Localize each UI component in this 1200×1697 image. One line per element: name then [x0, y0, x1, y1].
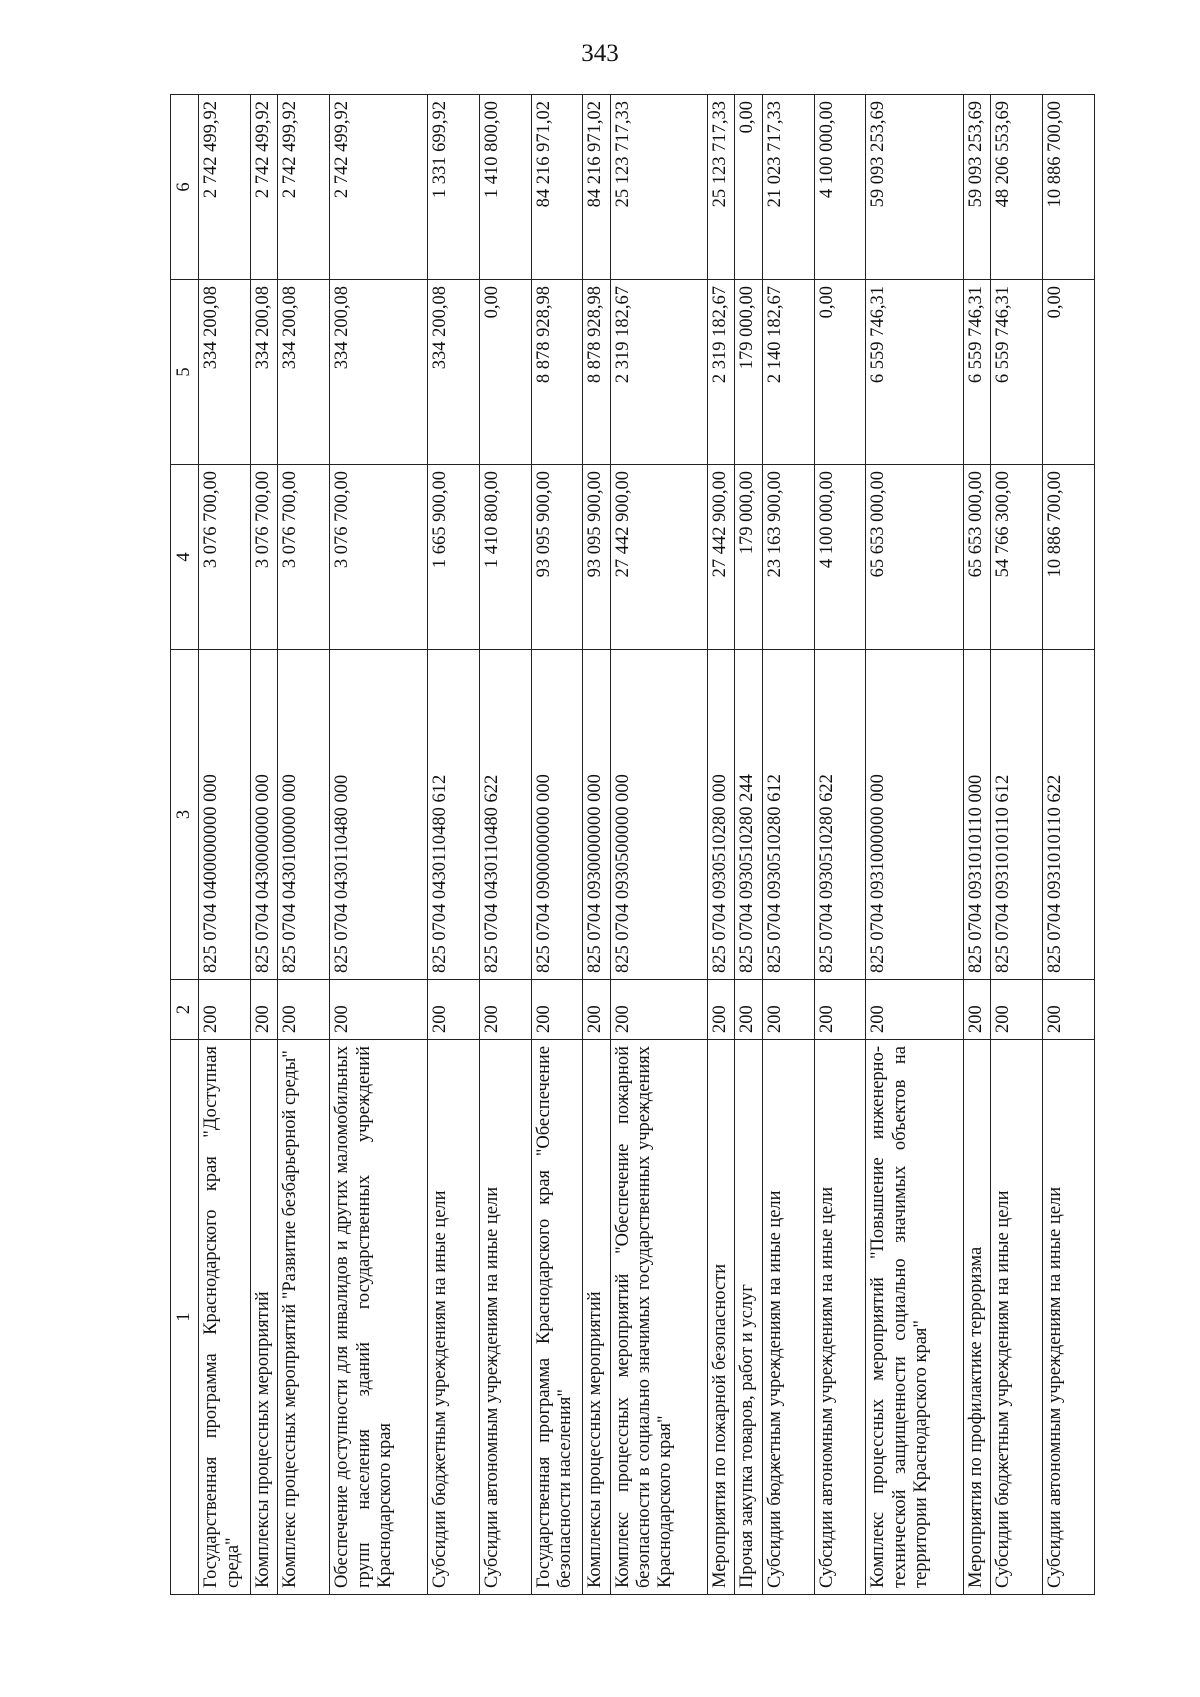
- row-col-4: 1 410 800,00: [479, 465, 531, 650]
- row-name: Субсидии бюджетным учреждениям на иные цели: [762, 1040, 814, 1595]
- row-col-6: 84 216 971,02: [583, 95, 610, 280]
- row-name: Комплексы процессных мероприятий: [251, 1040, 278, 1595]
- row-col-6: 10 886 700,00: [1043, 95, 1095, 280]
- row-col-4: 23 163 900,00: [762, 465, 814, 650]
- row-col-2: 200: [199, 980, 251, 1040]
- row-col-6: 2 742 499,92: [199, 95, 251, 280]
- row-col-2: 200: [330, 980, 428, 1040]
- row-col-6: 84 216 971,02: [531, 95, 583, 280]
- row-col-2: 200: [583, 980, 610, 1040]
- table-row: [278, 95, 330, 1595]
- page-number: 343: [581, 40, 619, 67]
- row-code: 825 0704 0931000000 000: [866, 650, 964, 980]
- row-col-4: 1 665 900,00: [427, 465, 479, 650]
- row-col-6: 4 100 000,00: [814, 95, 866, 280]
- row-code: 825 0704 0430100000 000: [278, 650, 330, 980]
- row-code: 825 0704 0930510280 622: [814, 650, 866, 980]
- row-col-6: 1 331 699,92: [427, 95, 479, 280]
- table-row: [251, 95, 278, 1595]
- row-col-6: 25 123 717,33: [610, 95, 708, 280]
- header-col-6: 6: [171, 95, 199, 280]
- row-code: 825 0704 0900000000 000: [531, 650, 583, 980]
- table-row: [735, 95, 762, 1595]
- row-col-5: 334 200,08: [251, 280, 278, 465]
- row-col-6: 2 742 499,92: [251, 95, 278, 280]
- rotated-table-frame: [170, 95, 1095, 1595]
- row-code: 825 0704 0930510280 000: [708, 650, 735, 980]
- row-name: Обеспечение доступности для инвалидов и других маломобильных групп населения зданий государственных учреждений Краснодарского края: [330, 1040, 428, 1595]
- row-col-2: 200: [251, 980, 278, 1040]
- row-name: Комплекс процессных мероприятий "Повышение инженерно-технической защищенности социально значимых объектов на территории Краснодарского края": [866, 1040, 964, 1595]
- row-col-6: 21 023 717,33: [762, 95, 814, 280]
- table-row: [610, 95, 708, 1595]
- row-col-6: 1 410 800,00: [479, 95, 531, 280]
- row-col-2: 200: [1043, 980, 1095, 1040]
- row-col-5: 8 878 928,98: [583, 280, 610, 465]
- table-row: [583, 95, 610, 1595]
- table-row: [762, 95, 814, 1595]
- row-col-2: 200: [427, 980, 479, 1040]
- table-row: [814, 95, 866, 1595]
- row-col-6: 48 206 553,69: [991, 95, 1043, 280]
- row-col-5: 0,00: [814, 280, 866, 465]
- row-name: Субсидии автономным учреждениям на иные цели: [814, 1040, 866, 1595]
- row-code: 825 0704 0930510280 612: [762, 650, 814, 980]
- row-col-5: 0,00: [1043, 280, 1095, 465]
- row-code: 825 0704 0931010110 622: [1043, 650, 1095, 980]
- row-name: Комплексы процессных мероприятий: [583, 1040, 610, 1595]
- row-name: Государственная программа Краснодарского края "Доступная среда": [199, 1040, 251, 1595]
- header-col-4: 4: [171, 465, 199, 650]
- row-col-4: 27 442 900,00: [610, 465, 708, 650]
- row-col-4: 3 076 700,00: [330, 465, 428, 650]
- row-col-6: 25 123 717,33: [708, 95, 735, 280]
- row-col-2: 200: [531, 980, 583, 1040]
- row-code: 825 0704 0930000000 000: [583, 650, 610, 980]
- row-col-5: 6 559 746,31: [991, 280, 1043, 465]
- row-code: 825 0704 0931010110 000: [963, 650, 990, 980]
- row-col-6: 59 093 253,69: [963, 95, 990, 280]
- row-code: 825 0704 0930510280 244: [735, 650, 762, 980]
- row-col-5: 334 200,08: [278, 280, 330, 465]
- table-row: [991, 95, 1043, 1595]
- row-col-4: 65 653 000,00: [963, 465, 990, 650]
- row-code: 825 0704 0930500000 000: [610, 650, 708, 980]
- row-col-4: 179 000,00: [735, 465, 762, 650]
- row-col-2: 200: [479, 980, 531, 1040]
- row-name: Комплекс процессных мероприятий "Обеспечение пожарной безопасности в социально значимых государственных учреждениях Краснодарского края": [610, 1040, 708, 1595]
- row-col-5: 334 200,08: [330, 280, 428, 465]
- row-col-5: 2 319 182,67: [610, 280, 708, 465]
- row-col-6: 0,00: [735, 95, 762, 280]
- row-code: 825 0704 0430110480 612: [427, 650, 479, 980]
- row-name: Мероприятия по профилактике терроризма: [963, 1040, 990, 1595]
- row-col-5: 334 200,08: [427, 280, 479, 465]
- row-col-4: 27 442 900,00: [708, 465, 735, 650]
- row-col-2: 200: [814, 980, 866, 1040]
- table-row: [531, 95, 583, 1595]
- row-col-5: 179 000,00: [735, 280, 762, 465]
- row-col-4: 54 766 300,00: [991, 465, 1043, 650]
- row-name: Государственная программа Краснодарского края "Обеспечение безопасности населения": [531, 1040, 583, 1595]
- row-col-6: 2 742 499,92: [278, 95, 330, 280]
- row-col-5: 2 319 182,67: [708, 280, 735, 465]
- row-col-4: 3 076 700,00: [251, 465, 278, 650]
- row-name: Субсидии автономным учреждениям на иные цели: [479, 1040, 531, 1595]
- table-row: [199, 95, 251, 1595]
- row-code: 825 0704 0430000000 000: [251, 650, 278, 980]
- header-col-5: 5: [171, 280, 199, 465]
- table-row: [427, 95, 479, 1595]
- header-col-3: 3: [171, 650, 199, 980]
- row-col-4: 10 886 700,00: [1043, 465, 1095, 650]
- row-name: Субсидии бюджетным учреждениям на иные цели: [427, 1040, 479, 1595]
- row-col-2: 200: [735, 980, 762, 1040]
- row-col-5: 334 200,08: [199, 280, 251, 465]
- row-col-2: 200: [762, 980, 814, 1040]
- row-name: Прочая закупка товаров, работ и услуг: [735, 1040, 762, 1595]
- row-name: Субсидии автономным учреждениям на иные цели: [1043, 1040, 1095, 1595]
- row-col-5: 0,00: [479, 280, 531, 465]
- table-row: [963, 95, 990, 1595]
- row-col-4: 3 076 700,00: [199, 465, 251, 650]
- row-col-4: 93 095 900,00: [583, 465, 610, 650]
- row-col-4: 4 100 000,00: [814, 465, 866, 650]
- table-row: [330, 95, 428, 1595]
- row-col-2: 200: [991, 980, 1043, 1040]
- row-code: 825 0704 0430110480 000: [330, 650, 428, 980]
- row-col-5: 6 559 746,31: [866, 280, 964, 465]
- row-col-6: 59 093 253,69: [866, 95, 964, 280]
- row-col-2: 200: [866, 980, 964, 1040]
- row-col-4: 3 076 700,00: [278, 465, 330, 650]
- header-col-2: 2: [171, 980, 199, 1040]
- row-col-5: 8 878 928,98: [531, 280, 583, 465]
- row-code: 825 0704 0430110480 622: [479, 650, 531, 980]
- table-row: [708, 95, 735, 1595]
- row-col-4: 93 095 900,00: [531, 465, 583, 650]
- row-code: 825 0704 0400000000 000: [199, 650, 251, 980]
- row-name: Комплекс процессных мероприятий "Развитие безбарьерной среды": [278, 1040, 330, 1595]
- row-col-2: 200: [963, 980, 990, 1040]
- row-name: Мероприятия по пожарной безопасности: [708, 1040, 735, 1595]
- row-col-2: 200: [278, 980, 330, 1040]
- table-header-row: [171, 95, 199, 1595]
- row-col-2: 200: [708, 980, 735, 1040]
- row-name: Субсидии бюджетным учреждениям на иные цели: [991, 1040, 1043, 1595]
- table-area: [170, 95, 1095, 1595]
- budget-table: [170, 94, 1095, 1595]
- row-code: 825 0704 0931010110 612: [991, 650, 1043, 980]
- row-col-4: 65 653 000,00: [866, 465, 964, 650]
- row-col-5: 2 140 182,67: [762, 280, 814, 465]
- row-col-2: 200: [610, 980, 708, 1040]
- table-row: [479, 95, 531, 1595]
- row-col-5: 6 559 746,31: [963, 280, 990, 465]
- header-col-1: 1: [171, 1040, 199, 1595]
- row-col-6: 2 742 499,92: [330, 95, 428, 280]
- table-row: [1043, 95, 1095, 1595]
- table-row: [866, 95, 964, 1595]
